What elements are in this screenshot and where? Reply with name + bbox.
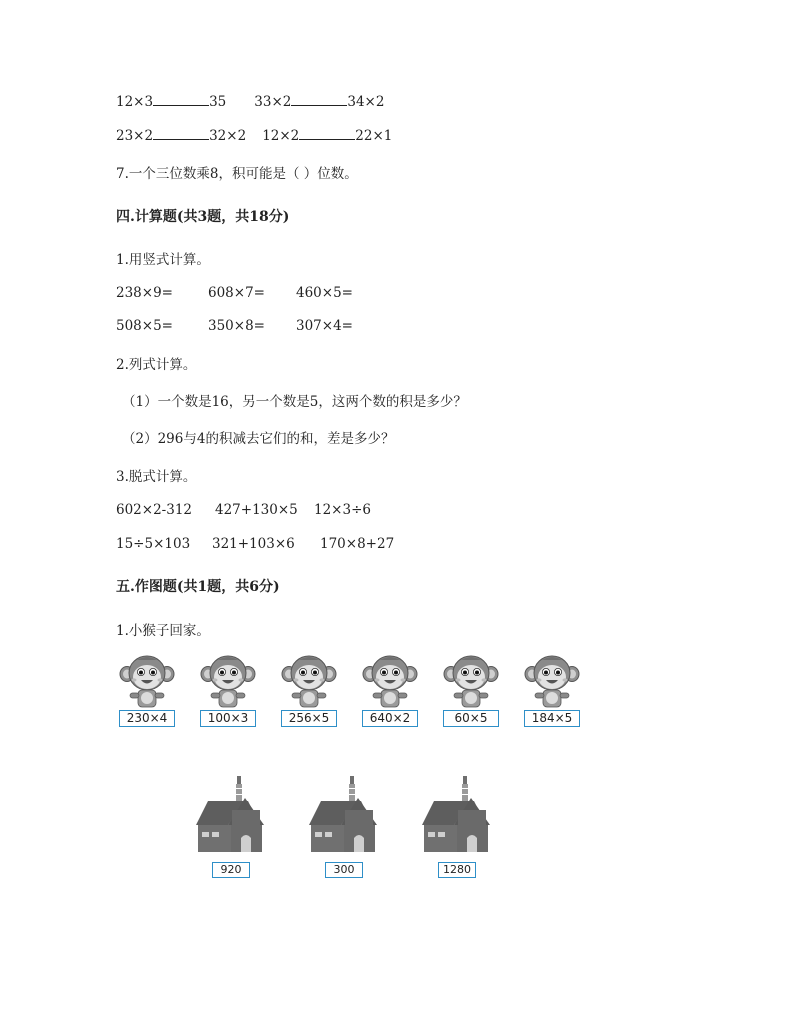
s4-q3-row-1	[116, 502, 371, 518]
monkey-2	[200, 652, 260, 732]
s4-q1-title: 1.用竖式计算。	[116, 252, 210, 268]
house-icon	[307, 772, 381, 864]
house-number-label: 300	[325, 862, 363, 878]
monkey-expression-label: 640×2	[362, 710, 418, 727]
expr: 508×5=	[116, 318, 173, 334]
monkey-icon	[524, 652, 580, 716]
expr: 238×9=	[116, 285, 173, 301]
expr: 350×8=	[208, 318, 265, 334]
s5-q1-title: 1.小猴子回家。	[116, 623, 210, 639]
s4-q3-title: 3.脱式计算。	[116, 469, 197, 485]
house-icon	[194, 772, 268, 864]
monkey-expression-label: 60×5	[443, 710, 499, 727]
house-1	[194, 772, 268, 882]
house-number-label: 1280	[438, 862, 476, 878]
s4-q1-row-1	[116, 285, 353, 301]
expr: 602×2-312	[116, 502, 192, 518]
monkey-4	[362, 652, 422, 732]
expr: 460×5=	[296, 285, 353, 301]
monkey-expression-label: 184×5	[524, 710, 580, 727]
expr: 12×3÷6	[314, 502, 371, 518]
expr: 33×2	[254, 94, 292, 110]
s4-q1-row-2	[116, 318, 353, 334]
monkey-3	[281, 652, 341, 732]
answer-blank	[291, 105, 347, 106]
expr: 307×4=	[296, 318, 353, 334]
monkey-1	[119, 652, 179, 732]
s4-q2-part-2: （2）296与4的积减去它们的和，差是多少？	[122, 431, 395, 447]
answer-blank	[153, 105, 209, 106]
monkey-icon	[281, 652, 337, 716]
expr: 34×2	[347, 94, 385, 110]
monkey-icon	[443, 652, 499, 716]
question-7: 7.一个三位数乘8，积可能是（ ）位数。	[116, 166, 358, 182]
expr: 23×2	[116, 128, 154, 144]
compare-row-2	[116, 128, 392, 144]
section-4-title: 四.计算题(共3题，共18分)	[116, 209, 290, 225]
expr: 170×8+27	[320, 536, 395, 552]
answer-blank	[299, 139, 355, 140]
compare-row-1	[116, 94, 384, 110]
expr: 35	[209, 94, 227, 110]
monkey-expression-label: 230×4	[119, 710, 175, 727]
monkey-icon	[200, 652, 256, 716]
monkey-icon	[119, 652, 175, 716]
expr: 427+130×5	[215, 502, 298, 518]
expr: 15÷5×103	[116, 536, 191, 552]
house-icon	[420, 772, 494, 864]
expr: 12×2	[262, 128, 300, 144]
answer-blank	[153, 139, 209, 140]
s4-q3-row-2	[116, 536, 394, 552]
monkey-6	[524, 652, 584, 732]
monkey-expression-label: 100×3	[200, 710, 256, 727]
monkey-expression-label: 256×5	[281, 710, 337, 727]
house-3	[420, 772, 494, 882]
monkey-5	[443, 652, 503, 732]
expr: 12×3	[116, 94, 154, 110]
section-5-title: 五.作图题(共1题，共6分)	[116, 579, 280, 595]
s4-q2-part-1: （1）一个数是16，另一个数是5，这两个数的积是多少？	[122, 394, 467, 410]
expr: 22×1	[355, 128, 393, 144]
expr: 32×2	[209, 128, 247, 144]
house-2	[307, 772, 381, 882]
s4-q2-title: 2.列式计算。	[116, 357, 197, 373]
expr: 321+103×6	[212, 536, 295, 552]
monkey-icon	[362, 652, 418, 716]
house-number-label: 920	[212, 862, 250, 878]
expr: 608×7=	[208, 285, 265, 301]
